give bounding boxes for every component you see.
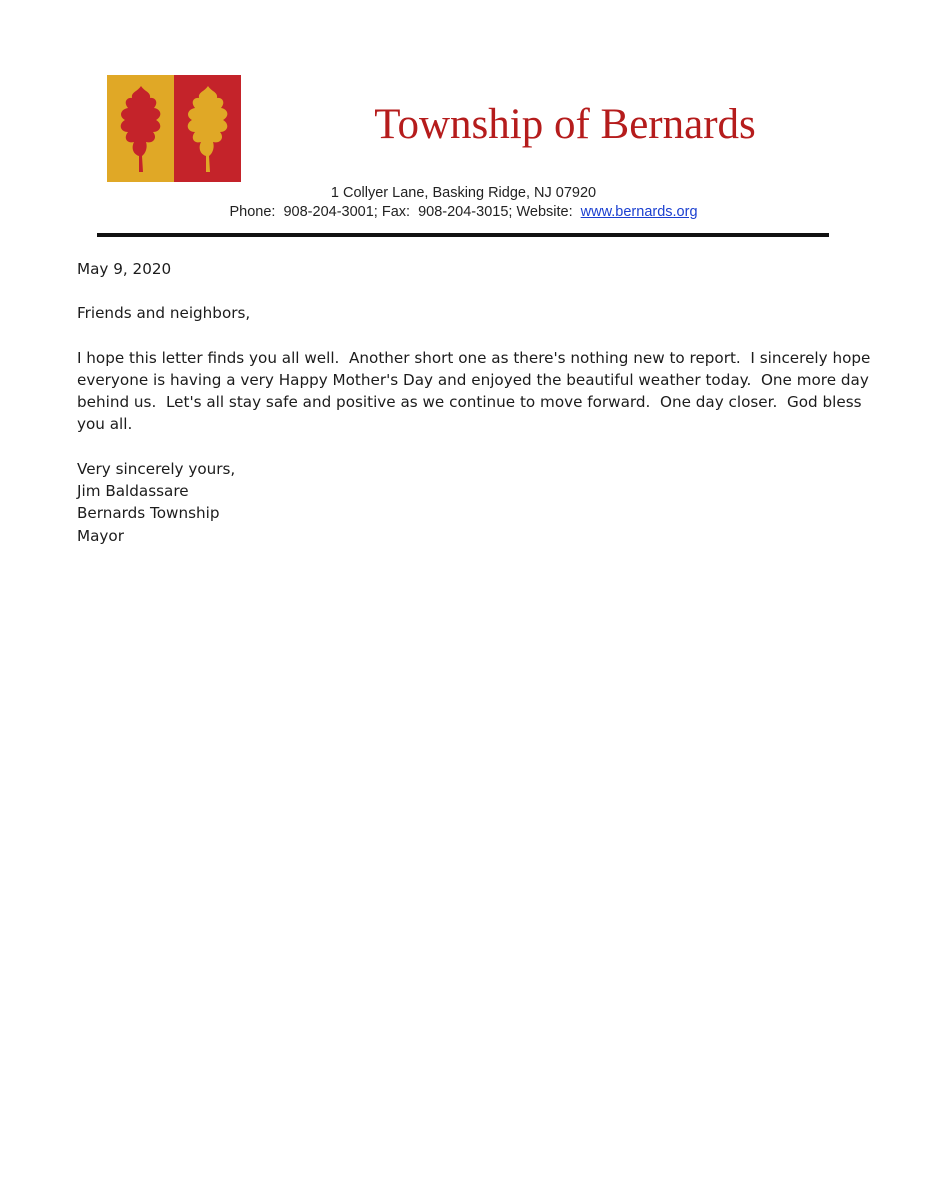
letterhead-title: Township of Bernards	[374, 101, 756, 148]
letterhead-divider	[97, 233, 829, 237]
address-line: 1 Collyer Lane, Basking Ridge, NJ 07920	[330, 185, 597, 201]
website-link[interactable]: www.bernards.org	[580, 204, 698, 220]
letter-paragraph	[77, 347, 871, 436]
spacer	[77, 436, 867, 458]
spacer	[77, 280, 867, 302]
oak-leaf-icon	[115, 84, 167, 174]
paragraph-line: you all.	[77, 415, 133, 434]
contact-info: Phone: 908-204-3001; Fax: 908-204-3015; Website:	[229, 204, 581, 220]
spacer	[77, 325, 867, 347]
township-logo	[107, 75, 241, 182]
paragraph-line: everyone is having a very Happy Mother's Day and enjoyed the beautiful weather today. One more day	[77, 370, 869, 389]
letter-closing: Very sincerely yours,	[77, 459, 236, 478]
letter-salutation: Friends and neighbors,	[77, 304, 251, 323]
logo-gold-panel	[107, 75, 174, 182]
paragraph-line: behind us. Let's all stay safe and positive as we continue to move forward. One day closer. God bless	[77, 393, 862, 412]
paragraph-line: I hope this letter finds you all well. Another short one as there's nothing new to report. I sincerely hope	[77, 348, 871, 367]
letter-date: May 9, 2020	[77, 260, 172, 278]
logo-red-panel	[174, 75, 241, 182]
oak-leaf-icon	[182, 84, 234, 174]
contact-line	[0, 203, 927, 222]
letter-body	[77, 258, 871, 547]
signer-name: Jim Baldassare	[77, 482, 189, 501]
signer-organization: Bernards Township	[77, 504, 220, 523]
signer-title: Mayor	[77, 526, 124, 545]
letterhead-address-block	[0, 184, 927, 222]
